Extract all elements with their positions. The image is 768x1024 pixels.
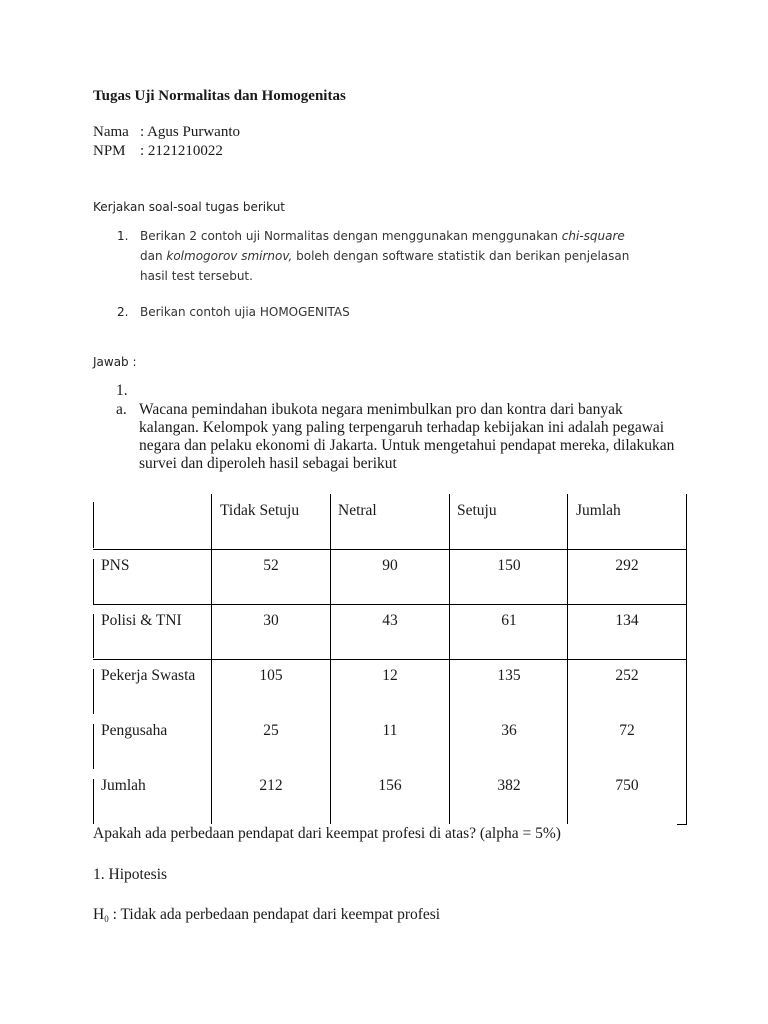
table-rule [686, 494, 687, 824]
document-title: Tugas Uji Normalitas dan Homogenitas [93, 88, 346, 104]
answer-number: 1. [116, 382, 128, 399]
answer-sub-label: a. [116, 401, 127, 418]
question-text: Apakah ada perbedaan pendapat dari keempat profesi di atas? (alpha = 5%) [93, 825, 561, 842]
question-1-kolmogorov: kolmogorov smirnov, [166, 249, 293, 263]
table-rule [330, 494, 331, 824]
table-cell: 61 [501, 612, 517, 629]
table-rule [677, 824, 687, 825]
table-rule [211, 494, 212, 824]
table-cell: 750 [615, 777, 639, 794]
null-hypothesis [93, 906, 440, 924]
table-cell: 252 [615, 667, 639, 684]
table-cell: 52 [263, 557, 279, 574]
table-header-tidak-setuju: Tidak Setuju [220, 502, 300, 519]
question-1-text-post: boleh dengan software statistik dan berikan penjelasan hasil test tersebut. [140, 249, 630, 283]
table-row-label: PNS [101, 557, 130, 574]
table-rule [93, 659, 687, 660]
table-cell: 135 [497, 667, 521, 684]
table-rule [449, 494, 450, 824]
npm-value: : 2121210022 [140, 143, 223, 159]
question-1-text [140, 226, 635, 286]
instructions: Kerjakan soal-soal tugas berikut [93, 200, 285, 214]
table-rule [93, 614, 94, 658]
table-cell: 150 [497, 557, 521, 574]
h0-text: : Tidak ada perbedaan pendapat dari keempat profesi [108, 906, 441, 923]
table-rule [93, 724, 94, 769]
table-row-label: Pengusaha [101, 722, 168, 739]
question-2-number: 2. [117, 305, 129, 319]
question-1-number: 1. [117, 229, 129, 243]
table-row-label: Pekerja Swasta [101, 667, 196, 684]
hypothesis-heading: 1. Hipotesis [93, 866, 168, 883]
table-cell: 212 [259, 777, 283, 794]
table-cell: 11 [382, 722, 398, 739]
table-header-setuju: Setuju [457, 502, 497, 519]
name-label: Nama [93, 124, 129, 140]
question-1-chi-square: chi-square [561, 229, 625, 243]
h0-symbol: H [93, 906, 105, 923]
table-row-label: Jumlah [101, 777, 146, 794]
table-rule [93, 779, 94, 824]
table-row-label: Polisi & TNI [101, 612, 182, 629]
table-cell: 156 [378, 777, 402, 794]
table-header-netral: Netral [338, 502, 377, 519]
table-cell: 105 [259, 667, 283, 684]
table-cell: 72 [619, 722, 635, 739]
npm-label: NPM [93, 143, 126, 159]
table-cell: 382 [497, 777, 521, 794]
table-cell: 292 [615, 557, 639, 574]
question-1-text-pre: Berikan 2 contoh uji Normalitas dengan menggunakan menggunakan [140, 229, 562, 243]
answer-paragraph: Wacana pemindahan ibukota negara menimbulkan pro dan kontra dari banyak kalangan. Kelompok yang paling terpengaruh terhadap kebijakan ini adalah pegawai negara dan pelaku ekonomi di Jakarta. Untuk mengetahui pendapat mereka, dilakukan survei dan diperoleh hasil sebagai berikut [139, 401, 675, 472]
h0-subscript: 0 [104, 914, 109, 924]
table-rule [93, 604, 687, 605]
table-cell: 12 [382, 667, 398, 684]
table-rule [93, 549, 687, 550]
table-rule [93, 502, 94, 548]
table-cell: 36 [501, 722, 517, 739]
table-cell: 43 [382, 612, 398, 629]
table-cell: 134 [615, 612, 639, 629]
question-2-text: Berikan contoh ujia HOMOGENITAS [140, 305, 350, 319]
table-rule [93, 559, 94, 604]
answer-label: Jawab : [93, 355, 137, 369]
table-cell: 90 [382, 557, 398, 574]
table-cell: 25 [263, 722, 279, 739]
table-header-jumlah: Jumlah [576, 502, 621, 519]
table-rule [567, 494, 568, 824]
name-value: : Agus Purwanto [140, 124, 241, 140]
table-rule [93, 669, 94, 714]
table-cell: 30 [263, 612, 279, 629]
question-1-text-mid: dan [140, 249, 167, 263]
